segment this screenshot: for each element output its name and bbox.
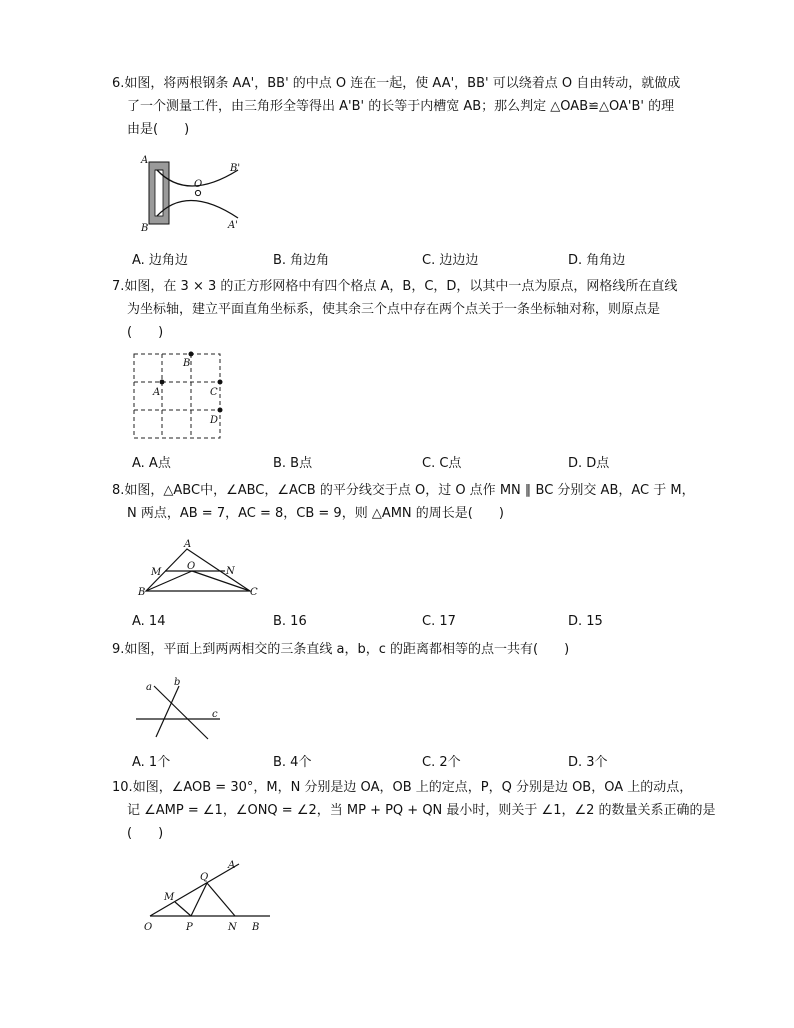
question-number: 8. <box>112 483 125 498</box>
label-o: O <box>144 922 153 933</box>
question-number: 6. <box>112 76 125 91</box>
segment-qn <box>207 883 235 916</box>
question-text-line: 如图，在 3 × 3 的正方形网格中有四个格点 A，B，C，D，以其中一点为原点，网格线所在直线 <box>124 279 678 294</box>
label-a: A <box>141 155 149 166</box>
question-8 <box>112 479 712 525</box>
question-number: 9. <box>112 642 125 657</box>
label-d: D <box>210 415 219 426</box>
option-b[interactable]: B. 角边角 <box>273 253 330 268</box>
figure-q10-angle <box>140 854 280 934</box>
figure-q6-measuring-tool <box>132 152 252 234</box>
option-d[interactable]: D. 角角边 <box>568 253 626 268</box>
question-10 <box>112 776 716 845</box>
option-a[interactable]: A. 边角边 <box>132 253 188 268</box>
options-q7 <box>132 452 692 472</box>
pivot-o <box>195 190 200 195</box>
option-c[interactable]: C. 2个 <box>422 755 461 770</box>
label-b: b <box>174 677 181 688</box>
point-c <box>218 380 223 385</box>
label-a: A <box>153 387 161 398</box>
label-b: B <box>141 223 149 234</box>
option-d[interactable]: D. 15 <box>568 614 603 629</box>
label-a: A <box>228 860 236 871</box>
figure-q9-three-lines <box>130 674 230 744</box>
question-text-line: 如图，∠AOB = 30°，M，N 分别是边 OA，OB 上的定点，P，Q 分别是边 OB，OA 上的动点， <box>132 780 693 795</box>
question-text-line: 了一个测量工件，由三角形全等得出 A'B' 的长等于内槽宽 AB；那么判定 △OAB≌△OA'B' 的理 <box>127 99 675 114</box>
question-text-line: 为坐标轴，建立平面直角坐标系，使其余三个点中存在两个点关于一条坐标轴对称，则原点是 <box>127 302 661 317</box>
question-number: 10. <box>112 780 133 795</box>
question-text-line: N 两点，AB = 7，AC = 8，CB = 9，则 △AMN 的周长是( ) <box>127 506 504 521</box>
label-c: c <box>212 709 218 720</box>
label-a-prime: A' <box>228 220 238 231</box>
option-d[interactable]: D. D点 <box>568 456 610 471</box>
tool-slot-inner <box>155 170 163 216</box>
label-p: P <box>186 922 193 933</box>
options-q8 <box>132 614 692 634</box>
label-o: O <box>194 179 203 190</box>
question-text-line: ( ) <box>127 325 164 340</box>
option-c[interactable]: C. 17 <box>422 614 456 629</box>
option-b[interactable]: B. B点 <box>273 456 313 471</box>
label-b: B <box>252 922 260 933</box>
option-b[interactable]: B. 16 <box>273 614 307 629</box>
label-o: O <box>187 561 196 572</box>
label-n: N <box>226 566 235 577</box>
label-b: B <box>183 358 191 369</box>
question-7 <box>112 275 712 344</box>
question-text-line: 由是( ) <box>127 122 190 137</box>
question-text-line: 如图，△ABC中，∠ABC，∠ACB 的平分线交于点 O，过 O 点作 MN ∥ BC 分别交 AB，AC 于 M， <box>124 483 695 498</box>
question-text-line: 如图，平面上到两两相交的三条直线 a，b，c 的距离都相等的点一共有( ) <box>124 642 570 657</box>
label-c: C <box>250 587 258 598</box>
point-a <box>160 380 165 385</box>
option-a[interactable]: A. 14 <box>132 614 166 629</box>
options-q9 <box>132 751 692 771</box>
option-d[interactable]: D. 3个 <box>568 755 608 770</box>
option-c[interactable]: C. C点 <box>422 456 462 471</box>
dashed-grid <box>134 354 220 438</box>
label-a: a <box>146 682 152 693</box>
label-m: M <box>164 892 175 903</box>
question-text-line: ( ) <box>127 826 164 841</box>
label-q: Q <box>200 872 209 883</box>
point-d <box>218 408 223 413</box>
question-text-line: 记 ∠AMP = ∠1，∠ONQ = ∠2，当 MP + PQ + QN 最小时，则关于 ∠1，∠2 的数量关系正确的是 <box>127 803 716 818</box>
label-b-prime: B' <box>230 163 241 174</box>
point-b <box>189 352 194 357</box>
option-b[interactable]: B. 4个 <box>273 755 312 770</box>
question-text-line: 如图，将两根钢条 AA'，BB' 的中点 O 连在一起，使 AA'，BB' 可以绕着点 O 自由转动，就做成 <box>124 76 681 91</box>
segment-mp <box>175 902 191 916</box>
label-c: C <box>210 387 218 398</box>
question-9 <box>112 638 712 661</box>
question-number: 7. <box>112 279 125 294</box>
bisector-co <box>192 571 250 591</box>
line-a <box>154 686 208 739</box>
label-b: B <box>138 587 146 598</box>
option-c[interactable]: C. 边边边 <box>422 253 479 268</box>
question-6 <box>112 72 712 141</box>
label-n: N <box>228 922 237 933</box>
option-a[interactable]: A. A点 <box>132 456 171 471</box>
label-a: A <box>184 539 192 550</box>
options-q6 <box>132 249 692 269</box>
line-b <box>156 686 179 737</box>
figure-q7-grid <box>128 348 228 444</box>
label-m: M <box>151 567 162 578</box>
option-a[interactable]: A. 1个 <box>132 755 171 770</box>
figure-q8-triangle <box>134 536 264 598</box>
